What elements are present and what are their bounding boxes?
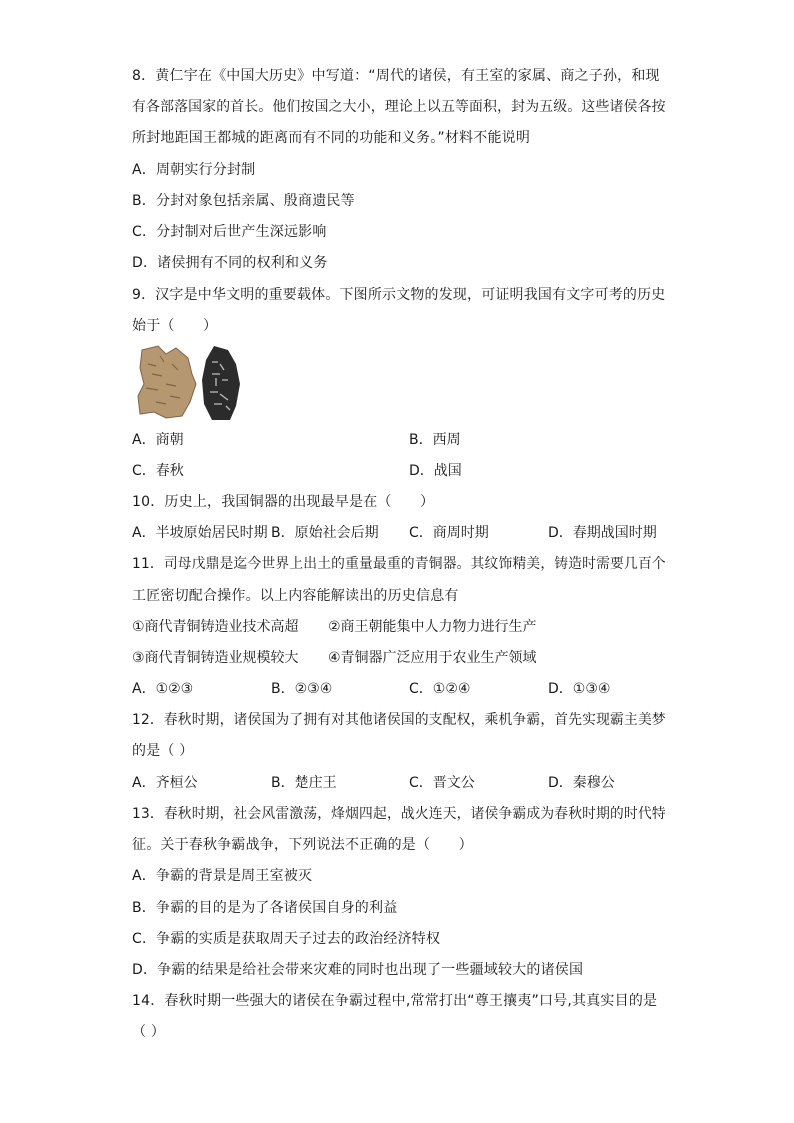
- q12-stem-line-2: 的是（ ）: [132, 743, 194, 759]
- q9-stem-line-2: 始于（ ）: [132, 318, 218, 334]
- q13-option-d[interactable]: D．争霸的结果是给社会带来灾难的同时也出现了一些疆域较大的诸侯国: [132, 962, 584, 978]
- q11-statement-2: ②商王朝能集中人力物力进行生产: [328, 619, 537, 635]
- q8-option-c[interactable]: C．分封制对后世产生深远影响: [132, 224, 327, 240]
- q11-option-a[interactable]: A．①②③: [132, 681, 194, 697]
- q10-option-b[interactable]: B．原始社会后期: [271, 525, 379, 541]
- q11-stem-line-2: 工匠密切配合操作。以上内容能解读出的历史信息有: [132, 588, 459, 604]
- q8-stem-line-1: 8．黄仁宇在《中国大历史》中写道：“周代的诸侯，有王室的家属、商之子孙，和现: [132, 68, 660, 84]
- q8-stem-line-3: 所封地距国王都城的距离而有不同的功能和义务。”材料不能说明: [132, 130, 531, 146]
- q12-option-d[interactable]: D．秦穆公: [548, 775, 615, 791]
- q8-stem-line-2: 有各部落国家的首长。他们按国之大小，理论上以五等面积，封为五级。这些诸侯各按: [132, 99, 666, 115]
- q9-option-d[interactable]: D．战国: [409, 463, 462, 479]
- q10-option-a[interactable]: A．半坡原始居民时期: [132, 525, 268, 541]
- q9-option-c[interactable]: C．春秋: [132, 463, 184, 479]
- q8-option-b[interactable]: B．分封对象包括亲属、殷商遗民等: [132, 193, 355, 209]
- q10-option-c[interactable]: C．商周时期: [409, 525, 489, 541]
- q11-option-c[interactable]: C．①②④: [409, 681, 471, 697]
- q12-option-a[interactable]: A．齐桓公: [132, 775, 198, 791]
- q11-stem-line-1: 11．司母戊鼎是迄今世界上出土的重量最重的青铜器。其纹饰精美，铸造时需要几百个: [132, 556, 666, 572]
- q14-stem-line-1: 14．春秋时期一些强大的诸侯在争霸过程中,常常打出“尊王攘夷”口号,其真实目的是: [132, 993, 658, 1009]
- q11-option-d[interactable]: D．①③④: [548, 681, 611, 697]
- q9-option-b[interactable]: B．西周: [409, 432, 461, 448]
- q11-statement-3: ③商代青铜铸造业规模较大: [132, 650, 299, 666]
- q11-statement-4: ④青铜器广泛应用于农业生产领域: [328, 650, 537, 666]
- oracle-bone-artifacts-image: [136, 344, 244, 422]
- q12-stem-line-1: 12．春秋时期，诸侯国为了拥有对其他诸侯国的支配权，乘机争霸，首先实现霸主美梦: [132, 712, 666, 728]
- q10-stem: 10．历史上，我国铜器的出现最早是在（ ）: [132, 494, 435, 510]
- q13-option-c[interactable]: C．争霸的实质是获取周天子过去的政治经济特权: [132, 931, 441, 947]
- oracle-bone-fragment: [138, 346, 196, 418]
- q13-stem-line-1: 13．春秋时期，社会风雷激荡，烽烟四起，战火连天，诸侯争霸成为春秋时期的时代特: [132, 806, 666, 822]
- q11-statement-1: ①商代青铜铸造业技术高超: [132, 619, 299, 635]
- q13-option-b[interactable]: B．争霸的目的是为了各诸侯国自身的利益: [132, 900, 398, 916]
- inscription-rubbing: [202, 346, 240, 420]
- q10-option-d[interactable]: D．春期战国时期: [548, 525, 657, 541]
- q13-option-a[interactable]: A．争霸的背景是周王室被灭: [132, 868, 313, 884]
- q14-stem-line-2: （ ）: [132, 1024, 166, 1040]
- q13-stem-line-2: 征。关于春秋争霸战争，下列说法不正确的是（ ）: [132, 837, 473, 853]
- q8-option-d[interactable]: D．诸侯拥有不同的权利和义务: [132, 255, 328, 271]
- q12-option-b[interactable]: B．楚庄王: [271, 775, 337, 791]
- q9-stem-line-1: 9．汉字是中华文明的重要载体。下图所示文物的发现，可证明我国有文字可考的历史: [132, 287, 666, 303]
- q8-option-a[interactable]: A．周朝实行分封制: [132, 162, 256, 178]
- q12-option-c[interactable]: C．晋文公: [409, 775, 475, 791]
- q9-option-a[interactable]: A．商朝: [132, 432, 184, 448]
- q11-option-b[interactable]: B．②③④: [271, 681, 333, 697]
